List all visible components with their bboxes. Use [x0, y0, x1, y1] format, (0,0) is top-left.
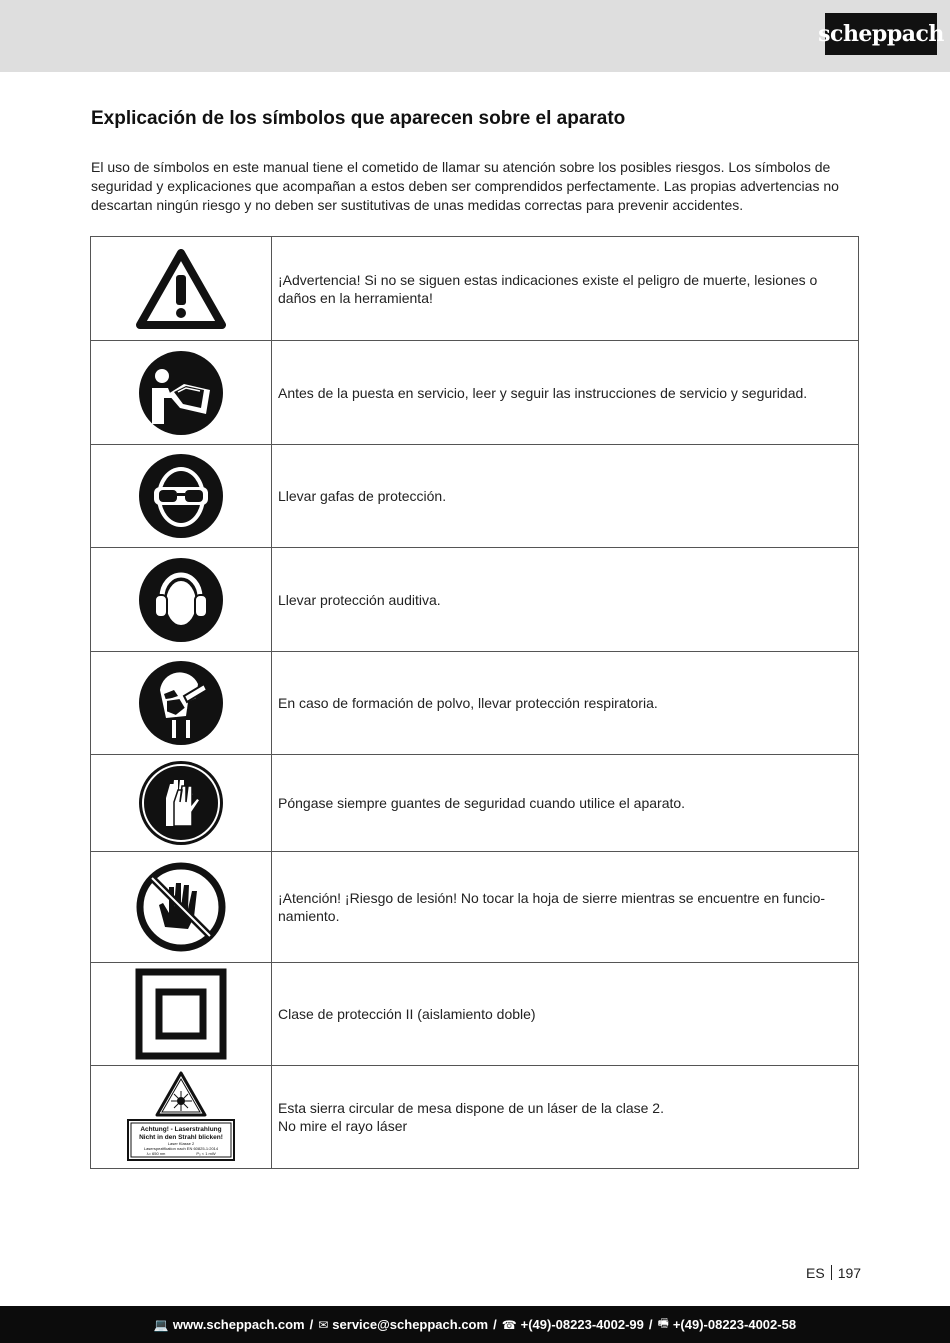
symbols-table — [90, 236, 859, 1169]
laser-label-line3: Laser Klasse 2 — [167, 1141, 195, 1146]
symbol-description: Póngase siempre guantes de seguridad cuando utilice el aparato. — [278, 795, 686, 811]
email-icon: ✉ — [318, 1317, 329, 1332]
symbol-row — [91, 1066, 859, 1169]
fax-icon: 🖷 — [657, 1316, 669, 1330]
symbol-description: daños en la herramienta! — [278, 289, 433, 306]
symbol-row — [91, 341, 859, 445]
symbol-row — [91, 652, 859, 755]
protection-class-2-icon — [135, 968, 227, 1060]
laser-label-line2: Nicht in den Strahl blicken! — [139, 1134, 223, 1141]
symbol-row — [91, 548, 859, 652]
symbol-description: ¡Atención! ¡Riesgo de lesión! No tocar la hoja de sierre mientras se encuentre en funcio- — [278, 890, 826, 906]
header-band — [0, 0, 950, 72]
symbol-description: namiento. — [278, 908, 340, 924]
symbol-description: Antes de la puesta en servicio, leer y seguir las instrucciones de servicio y seguridad. — [278, 384, 808, 401]
computer-icon: 💻 — [153, 1317, 169, 1332]
symbol-row — [91, 963, 859, 1066]
symbol-description: Esta sierra circular de mesa dispone de un láser de la clase 2. — [278, 1100, 664, 1116]
safety-goggles-icon — [138, 453, 224, 539]
footer-fax: +(49)-08223-4002-58 — [672, 1317, 797, 1332]
no-touch-hand-icon — [135, 861, 227, 953]
footer-bar — [0, 1306, 950, 1343]
page-title: Explicación de los símbolos que aparecen sobre el aparato — [91, 108, 626, 129]
phone-icon: ☎ — [501, 1317, 517, 1332]
page-number — [806, 1265, 861, 1281]
symbol-row — [91, 852, 859, 963]
safety-gloves-icon — [138, 760, 224, 846]
laser-label-line4: Laserspezifikation nach EN 60825-1:2014 — [143, 1146, 219, 1151]
footer-separator: / — [309, 1317, 314, 1332]
warning-triangle-icon — [136, 249, 226, 329]
symbol-row — [91, 445, 859, 548]
symbol-row — [91, 237, 859, 341]
footer-separator: / — [493, 1317, 497, 1332]
symbol-description: Clase de protección II (aislamiento doble) — [278, 1006, 536, 1022]
symbol-description: ¡Advertencia! Si no se siguen estas indicaciones existe el peligro de muerte, lesiones o — [278, 271, 818, 288]
symbol-description: Llevar protección auditiva. — [278, 591, 441, 608]
page-number-divider — [831, 1265, 832, 1280]
footer-website-link[interactable]: www.scheppach.com — [172, 1317, 305, 1332]
footer-phone: +(49)-08223-4002-99 — [520, 1317, 644, 1332]
brand-logo: scheppach — [825, 13, 937, 55]
read-manual-icon — [138, 350, 224, 436]
page-language: ES — [806, 1265, 825, 1281]
symbol-description: Llevar gafas de protección. — [278, 488, 447, 504]
laser-label-wavelength: λ= 650 nm — [146, 1151, 166, 1156]
ear-protection-icon — [138, 557, 224, 643]
symbol-description: En caso de formación de polvo, llevar protección respiratoria. — [278, 695, 658, 711]
symbol-description: No mire el rayo láser — [278, 1118, 408, 1134]
respiratory-protection-icon — [138, 660, 224, 746]
footer-email-link[interactable]: service@scheppach.com — [332, 1317, 489, 1332]
page-number-value: 197 — [837, 1265, 862, 1281]
footer-separator: / — [648, 1317, 653, 1332]
laser-warning-icon — [126, 1069, 236, 1165]
intro-paragraph: El uso de símbolos en este manual tiene el cometido de llamar su atención sobre los posibles riesgos. Los símbolos de seguridad y explicaciones que acompañan a estos deben ser comprendidos perfectamente. Las propias advertencias no descartan ningún riesgo y no deben ser sustitutivas de unas medidas correctas para prevenir accidentes. — [91, 159, 839, 213]
symbol-row — [91, 755, 859, 852]
laser-label-power: P₀ < 1 mW — [196, 1151, 216, 1156]
laser-label-line1: Achtung! - Laserstrahlung — [140, 1126, 222, 1133]
